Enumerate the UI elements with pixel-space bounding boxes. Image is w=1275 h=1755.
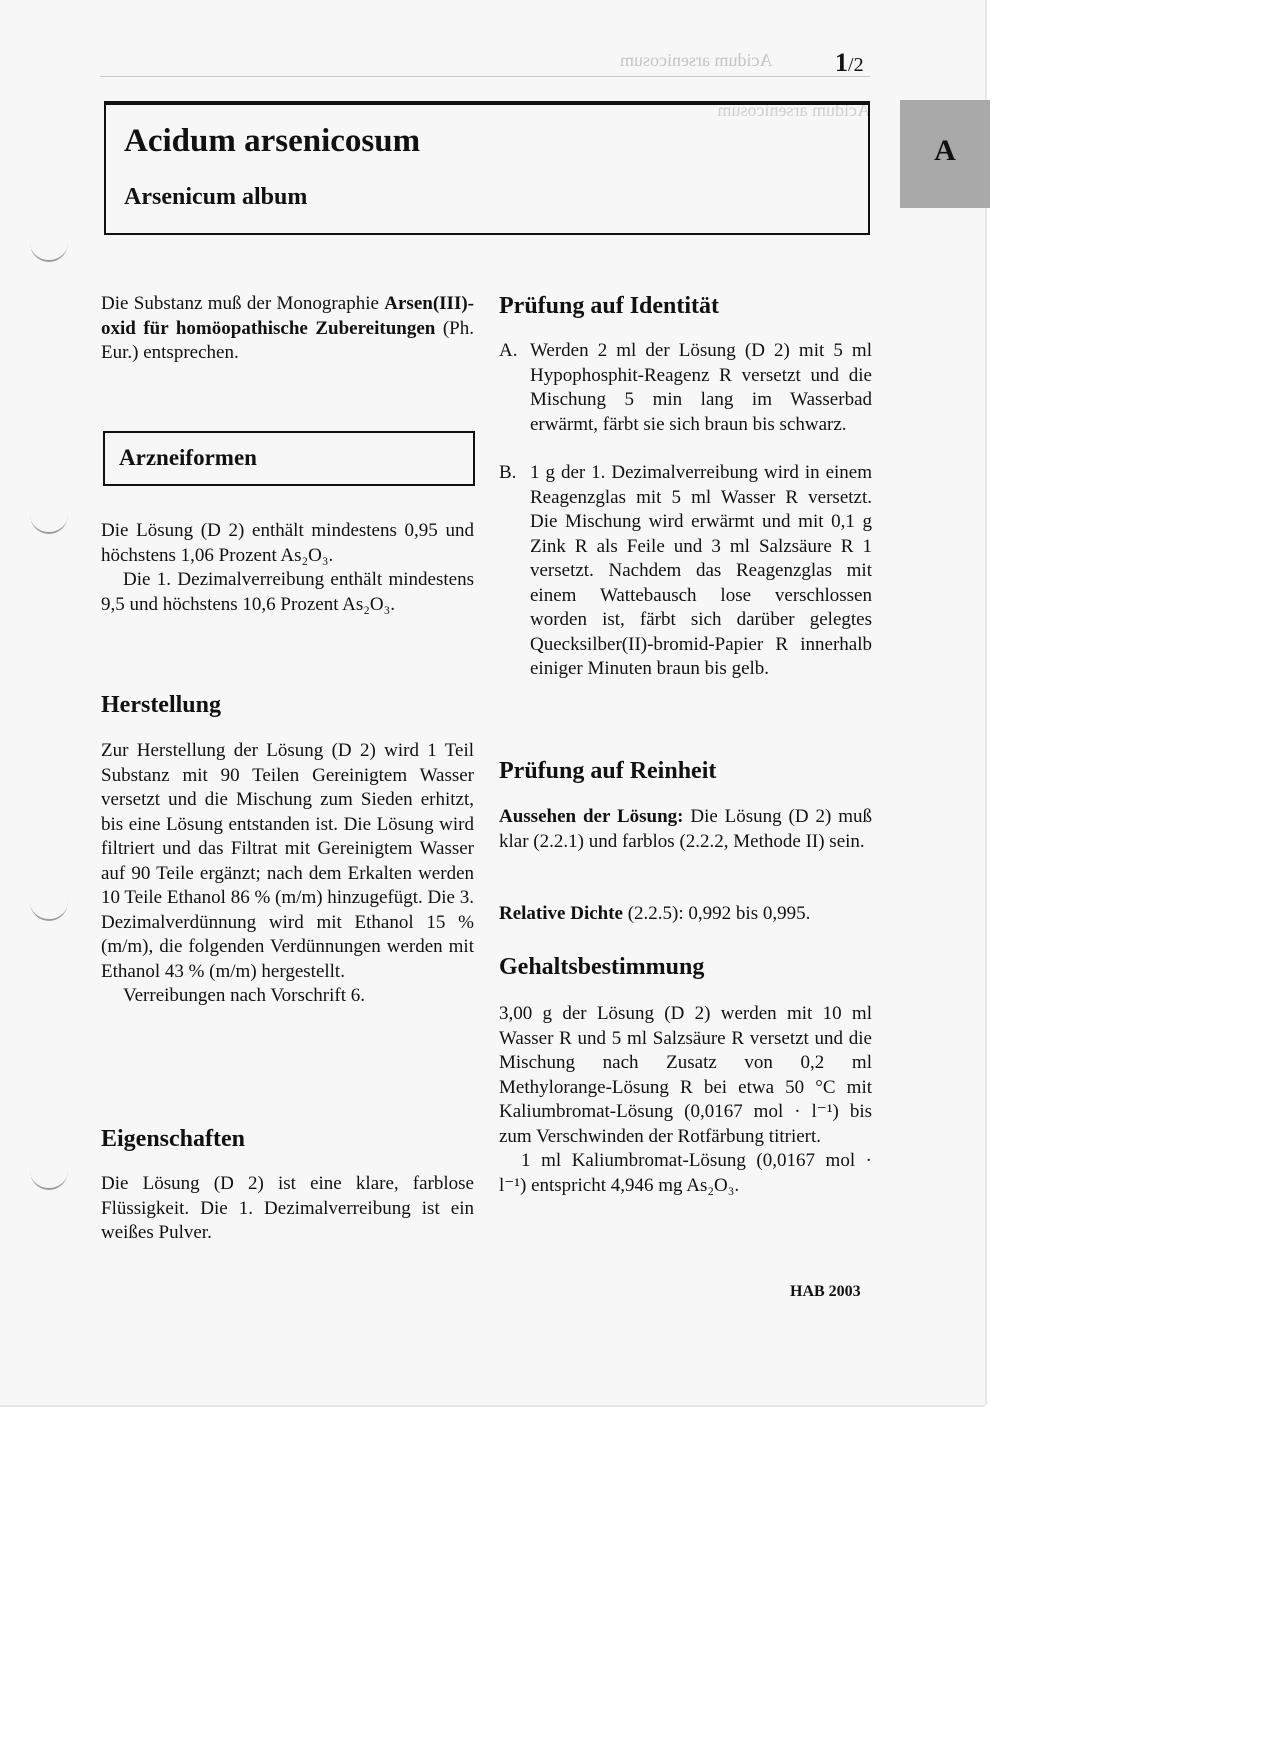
arzneiformen-heading: Arzneiformen	[119, 445, 257, 470]
monograph-title: Acidum arsenicosum	[124, 123, 421, 159]
arzneiformen-box	[103, 431, 475, 486]
page-number: 1/2	[835, 48, 864, 77]
eigenschaften-heading: Eigenschaften	[101, 1126, 245, 1152]
identitaet-text	[499, 339, 872, 682]
herstellung-text	[101, 739, 474, 1009]
punch-hole-icon	[30, 1162, 68, 1190]
monograph-subtitle: Arsenicum album	[124, 184, 308, 210]
arzneiformen-p2: Die 1. Dezimalverreibung enthält mindestens 9,5 und höchstens 10,6 Prozent As₂O₃.	[101, 569, 474, 615]
gehalt-p2: 1 ml Kaliumbromat-Lösung (0,0167 mol · l⁻¹) entspricht 4,946 mg As₂O₃.	[499, 1150, 872, 1196]
reinheit-dichte: Relative Dichte (2.2.5): 0,992 bis 0,995.	[499, 903, 811, 924]
identitaet-item-b: B. 1 g der 1. Dezimalverreibung wird in einem Reagenzglas mit 5 ml Wasser R versetzt. Die Mischung wird erwärmt und mit 0,1 g Zink R als Feile und 3 ml Salzsäure R 1 versetzt. Nachdem das Reagenzglas mit einem Wattebausch lose verschlossen worden ist, färbt sich darüber gelegtes Quecksilber(II)-bromid-Papier R innerhalb einiger Minuten braun bis gelb.	[499, 462, 872, 679]
gehalt-text	[499, 1002, 872, 1198]
bleed-through-text: Acidum arsenicosum	[717, 100, 870, 120]
eigenschaften-text	[101, 1172, 474, 1246]
eigenschaften-p1: Die Lösung (D 2) ist eine klare, farblose Flüssigkeit. Die 1. Dezimalverreibung ist ein weißes Pulver.	[101, 1173, 474, 1243]
herstellung-p1: Zur Herstellung der Lösung (D 2) wird 1 Teil Substanz mit 90 Teilen Gereinigtem Wasser versetzt und die Mischung zum Sieden erhitzt, bis eine Lösung entstanden ist. Die Lösung wird filtriert und das Filtrat mit Gereinigtem Wasser auf 90 Teile ergänzt; nach dem Erkalten werden 10 Teile Ethanol 86 % (m/m) hinzugefügt. Die 3. Dezimalverdünnung wird mit Ethanol 15 % (m/m), die folgenden Verdünnungen werden mit Ethanol 43 % (m/m) hergestellt.	[101, 740, 474, 982]
header-mirrored-title: Acidum arsenicosum	[620, 50, 773, 70]
section-tab-letter: A	[934, 134, 956, 167]
herstellung-heading: Herstellung	[101, 692, 221, 718]
intro-paragraph: Die Substanz muß der Monographie Arsen(III)-oxid für homöopathische Zubereitungen (Ph. Eur.) entsprechen.	[101, 293, 474, 363]
reinheit-aussehen: Aussehen der Lösung: Die Lösung (D 2) muß klar (2.2.1) und farblos (2.2.2, Methode II) sein.	[499, 806, 872, 852]
punch-hole-icon	[30, 893, 68, 921]
arzneiformen-text	[101, 519, 474, 617]
title-box	[104, 101, 870, 235]
header-rule	[100, 76, 870, 77]
section-tab	[900, 100, 990, 208]
herstellung-p2: Verreibungen nach Vorschrift 6.	[123, 985, 366, 1006]
footer-edition: HAB 2003	[790, 1283, 861, 1300]
punch-hole-icon	[30, 234, 68, 262]
identitaet-heading: Prüfung auf Identität	[499, 293, 720, 319]
gehalt-p1: 3,00 g der Lösung (D 2) werden mit 10 ml Wasser R und 5 ml Salzsäure R versetzt und die Mischung nach Zusatz von 0,2 ml Methylorange-Lösung R bei etwa 50 °C mit Kaliumbromat-Lösung (0,0167 mol · l⁻¹) bis zum Verschwinden der Rotfärbung titriert.	[499, 1003, 872, 1147]
punch-hole-icon	[30, 506, 68, 534]
identitaet-item-a: A. Werden 2 ml der Lösung (D 2) mit 5 ml Hypophosphit-Reagenz R versetzt und die Mischung 5 min lang im Wasserbad erwärmt, färbt sie sich braun bis schwarz.	[499, 340, 872, 435]
reinheit-heading: Prüfung auf Reinheit	[499, 758, 717, 784]
arzneiformen-p1: Die Lösung (D 2) enthält mindestens 0,95 und höchstens 1,06 Prozent As₂O₃.	[101, 520, 474, 566]
gehalt-heading: Gehaltsbestimmung	[499, 954, 705, 980]
